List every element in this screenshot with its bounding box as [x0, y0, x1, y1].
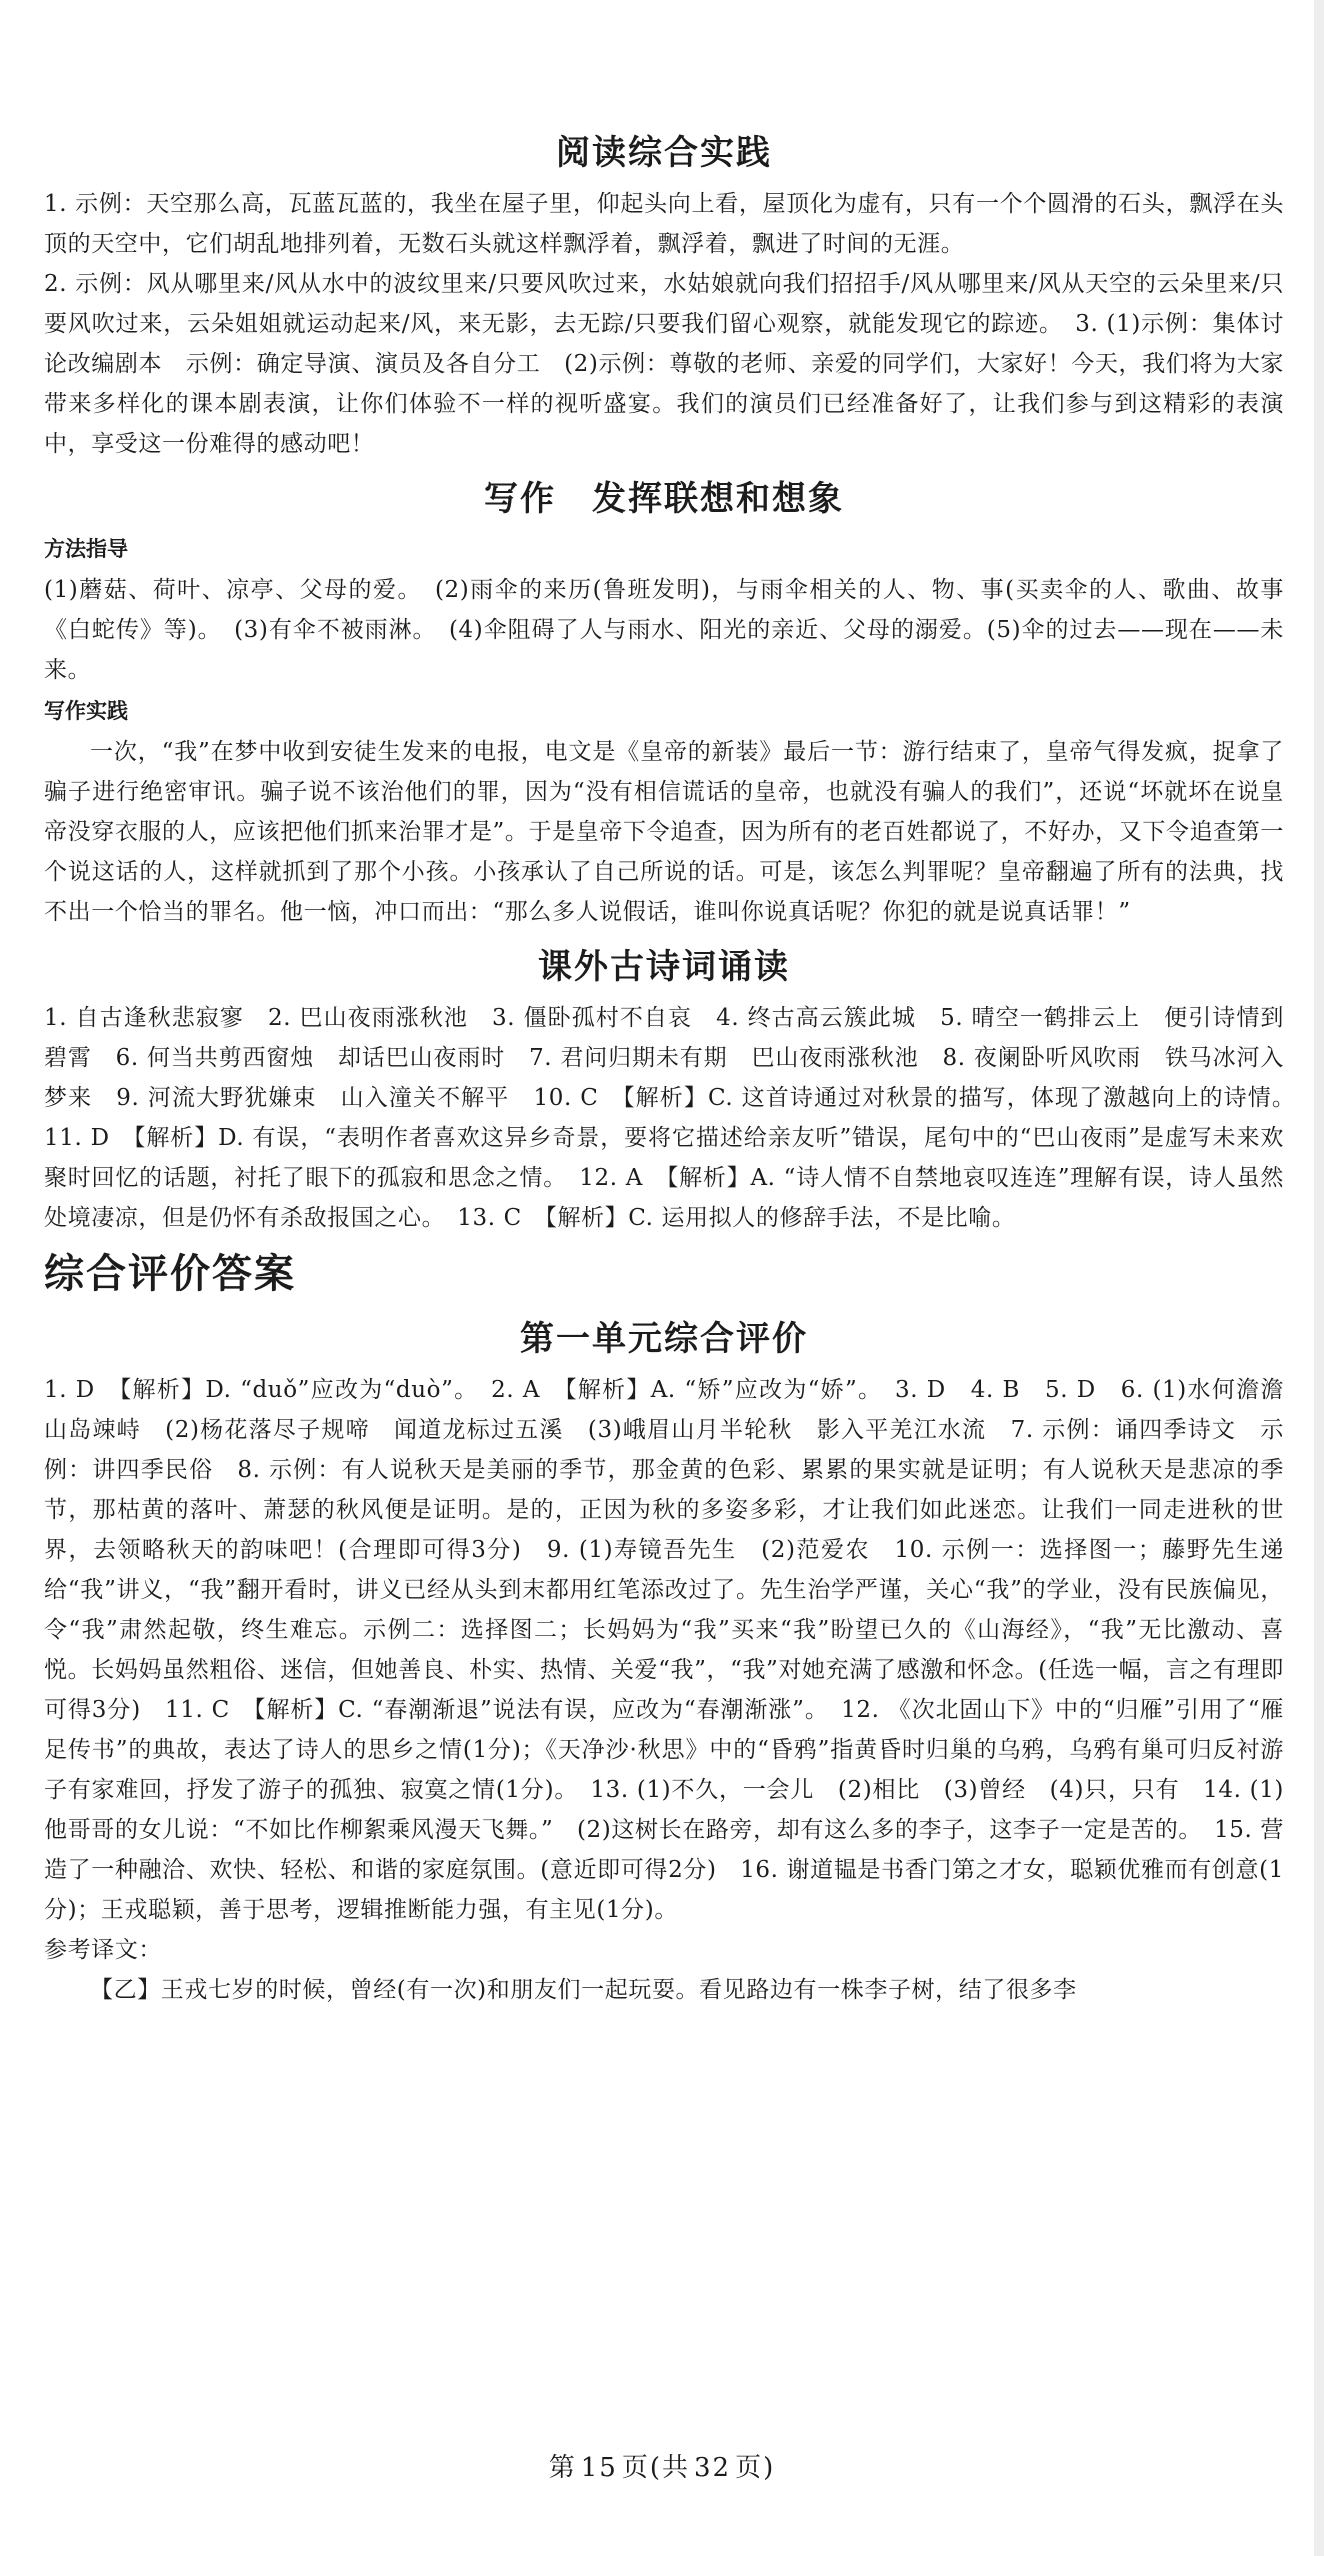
- footer-suffix: 页): [735, 2453, 776, 2483]
- unit-one-answers: 1. D 【解析】D. “duǒ”应改为“duò”。 2. A 【解析】A. “矫”应改为“娇”。 3. D 4. B 5. D 6. (1)水何澹澹 山岛竦峙 (2)杨花落尽子规啼 闻道龙标过五溪 (3)峨眉山月半轮秋 影入平羌江水流 7. 示例：诵四季诗文 示例：讲四季民俗 8. 示例：有人说秋天是美丽的季节，那金黄的色彩、累累的果实就是证明；有人说秋天是悲凉的季节，那枯黄的落叶、萧瑟的秋风便是证明。是的，正因为秋的多姿多彩，才让我们如此迷恋。让我们一同走进秋的世界，去领略秋天的韵味吧！(合理即可得3分) 9. (1)寿镜吾先生 (2)范爱农 10. 示例一：选择图一；藤野先生递给“我”讲义，“我”翻开看时，讲义已经从头到末都用红笔添改过了。先生治学严谨，关心“我”的学业，没有民族偏见，令“我”肃然起敬，终生难忘。示例二：选择图二；长妈妈为“我”买来“我”盼望已久的《山海经》，“我”无比激动、喜悦。长妈妈虽然粗俗、迷信，但她善良、朴实、热情、关爱“我”，“我”对她充满了感激和怀念。(任选一幅，言之有理即可得3分) 11. C 【解析】C. “春潮渐退”说法有误，应改为“春潮渐涨”。 12. 《次北固山下》中的“归雁”引用了“雁足传书”的典故，表达了诗人的思乡之情(1分)；《天净沙·秋思》中的“昏鸦”指黄昏时归巢的乌鸦，乌鸦有巢可归反衬游子有家难回，抒发了游子的孤独、寂寞之情(1分)。 13. (1)不久，一会儿 (2)相比 (3)曾经 (4)只，只有 14. (1)他哥哥的女儿说：“不如比作柳絮乘风漫天飞舞。” (2)这树长在路旁，却有这么多的李子，这李子一定是苦的。 15. 营造了一种融洽、欢快、轻松、和谐的家庭氛围。(意近即可得2分) 16. 谢道韫是书香门第之才女，聪颖优雅而有创意(1分)；王戎聪颖，善于思考，逻辑推断能力强，有主见(1分)。: [44, 1377, 1308, 1923]
- page-footer: [0, 2448, 1324, 2488]
- poetry-answers: 1. 自古逢秋悲寂寥 2. 巴山夜雨涨秋池 3. 僵卧孤村不自哀 4. 终古高云簇此城 5. 晴空一鹤排云上 便引诗情到碧霄 6. 何当共剪西窗烛 却话巴山夜雨时 7. 君问归期未有期 巴山夜雨涨秋池 8. 夜阑卧听风吹雨 铁马冰河入梦来 9. 河流大野犹嫌束 山入潼关不解平 10. C 【解析】C. 这首诗通过对秋景的描写，体现了激越向上的诗情。 11. D 【解析】D. 有误，“表明作者喜欢这异乡奇景，要将它描述给亲友听”错误，尾句中的“巴山夜雨”是虚写未来欢聚时回忆的话题，衬托了眼下的孤寂和思念之情。 12. A 【解析】A. “诗人情不自禁地哀叹连连”理解有误，诗人虽然处境凄凉，但是仍怀有杀敌报国之心。 13. C 【解析】C. 运用拟人的修辞手法，不是比喻。: [44, 1005, 1308, 1231]
- reference-translation-text: 【乙】王戎七岁的时候，曾经(有一次)和朋友们一起玩耍。看见路边有一株李子树，结了很多李: [90, 1977, 1077, 2003]
- reading-answer-2-3: 2. 示例：风从哪里来/风从水中的波纹里来/只要风吹过来，水姑娘就向我们招招手/风从哪里来/风从天空的云朵里来/只要风吹过来，云朵姐姐就运动起来/风，来无影，去无踪/只要我们留心观察，就能发现它的踪迹。 3. (1)示例：集体讨论改编剧本 示例：确定导演、演员及各自分工 (2)示例：尊敬的老师、亲爱的同学们，大家好！今天，我们将为大家带来多样化的课本剧表演，让你们体验不一样的视听盛宴。我们的演员们已经准备好了，让我们参与到这精彩的表演中，享受这一份难得的感动吧！: [44, 271, 1284, 457]
- writing-section-title: 写作 发挥联想和想象: [484, 479, 844, 519]
- footer-mid: 页(共: [621, 2453, 690, 2483]
- page-edge-shadow: [1314, 0, 1324, 2556]
- reference-translation-label: 参考译文：: [44, 1937, 162, 1963]
- writing-practice-heading: 写作实践: [44, 699, 128, 723]
- unit-one-title: 第一单元综合评价: [520, 1319, 808, 1359]
- poetry-section-title: 课外古诗词诵读: [538, 947, 790, 987]
- method-guide-heading: 方法指导: [44, 537, 128, 561]
- method-guide-text: (1)蘑菇、荷叶、凉亭、父母的爱。 (2)雨伞的来历(鲁班发明)，与雨伞相关的人、物、事(买卖伞的人、歌曲、故事《白蛇传》等)。 (3)有伞不被雨淋。 (4)伞阻碍了人与雨水、阳光的亲近、父母的溺爱。(5)伞的过去——现在——未来。: [44, 577, 1284, 683]
- document-page: [44, 118, 1308, 2010]
- footer-prefix: 第: [548, 2453, 577, 2483]
- reading-section-title: 阅读综合实践: [556, 133, 772, 173]
- footer-total-pages: 32: [694, 2453, 732, 2483]
- reading-answer-1: 1. 示例：天空那么高，瓦蓝瓦蓝的，我坐在屋子里，仰起头向上看，屋顶化为虚有，只有一个个圆滑的石头，飘浮在头顶的天空中，它们胡乱地排列着，无数石头就这样飘浮着，飘浮着，飘进了时间的无涯。: [44, 191, 1284, 257]
- evaluation-answers-title: 综合评价答案: [44, 1251, 296, 1297]
- writing-practice-text: 一次，“我”在梦中收到安徒生发来的电报，电文是《皇帝的新装》最后一节：游行结束了，皇帝气得发疯，捉拿了骗子进行绝密审讯。骗子说不该治他们的罪，因为“没有相信谎话的皇帝，也就没有骗人的我们”，还说“坏就坏在说皇帝没穿衣服的人，应该把他们抓来治罪才是”。于是皇帝下令追查，因为所有的老百姓都说了，不好办，又下令追查第一个说这话的人，这样就抓到了那个小孩。小孩承认了自己所说的话。可是，该怎么判罪呢？皇帝翻遍了所有的法典，找不出一个恰当的罪名。他一恼，冲口而出：“那么多人说假话，谁叫你说真话呢？你犯的就是说真话罪！”: [44, 739, 1284, 925]
- footer-page-number: 15: [580, 2453, 618, 2483]
